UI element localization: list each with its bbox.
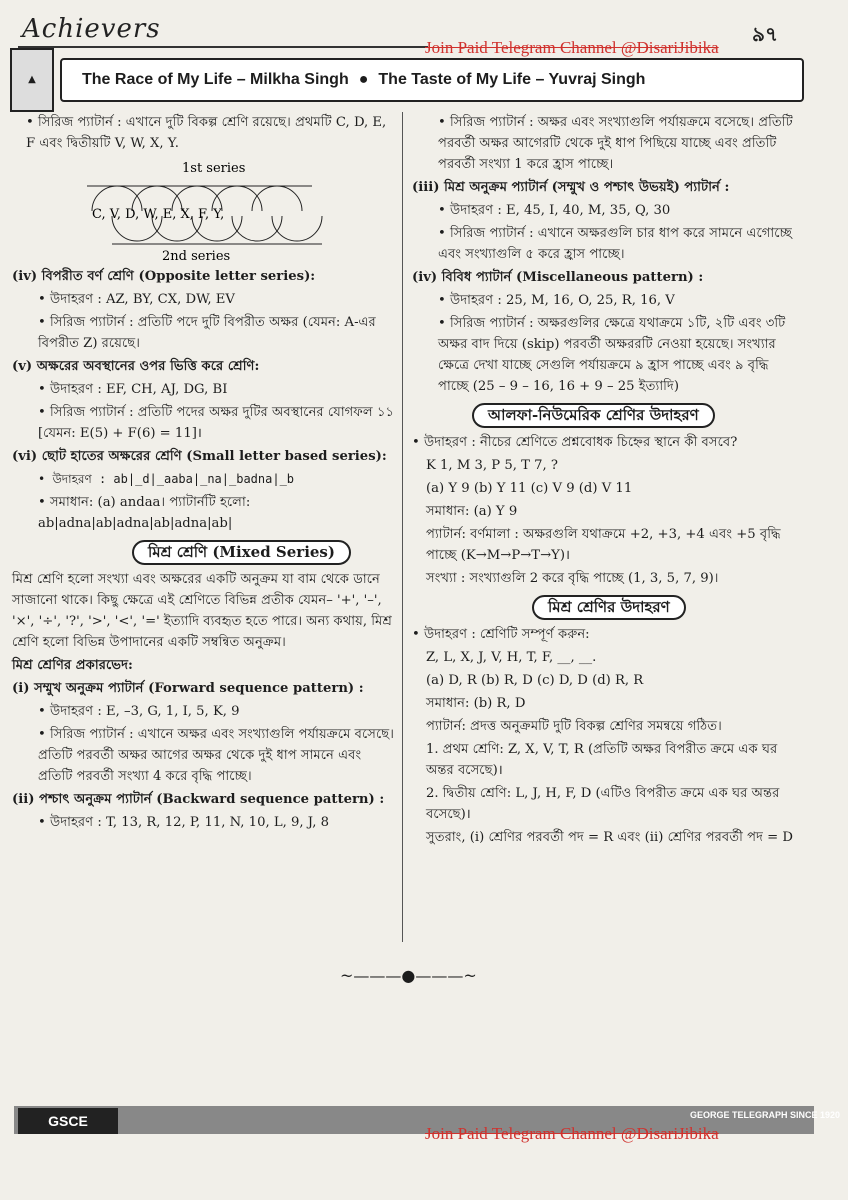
mixed-example-heading: মিশ্র শ্রেণির উদাহরণ [532,595,686,620]
text: • উদাহরণ : EF, CH, AJ, DG, BI [38,382,228,397]
series-diagram [72,156,332,266]
series-arcs [72,156,332,266]
publisher-logo: GSCE [18,1108,118,1134]
section-heading: (vi) ছোট হাতের অক্ষরের শ্রেণি (Small letter based series): [12,449,387,464]
section-heading: (iv) বিবিধ প্যাটার্ন (Miscellaneous pattern) : [412,270,704,285]
text: • উদাহরণ : E, 45, I, 40, M, 35, Q, 30 [438,203,671,218]
text: মিশ্র শ্রেণির প্রকারভেদ: [12,658,133,673]
series-top-label: 1st series [182,161,246,176]
text: সমাধান: (a) Y 9 [426,504,518,519]
banner-right: The Taste of My Life – Yuvraj Singh [378,71,646,88]
section-heading: (v) অক্ষরের অবস্থানের ওপর ভিত্তি করে শ্রেণি: [12,359,260,374]
options: (a) D, R (b) R, D (c) D, D (d) R, R [426,673,644,688]
text: • সিরিজ প্যাটার্ন : প্রতিটি পদে দুটি বিপরীত অক্ষর (যেমন: A-এর বিপরীত Z) রয়েছে। [38,315,376,351]
text: • সমাধান: (a) andaa। প্যাটার্নটি হলো: ab|adna|ab|adna|ab|adna|ab| [38,495,251,531]
text: • উদাহরণ : AZ, BY, CX, DW, EV [38,292,235,307]
text: সুতরাং, (i) শ্রেণির পরবর্তী পদ = R এবং (ii) শ্রেণির পরবর্তী পদ = D [426,830,793,845]
text: • সিরিজ প্যাটার্ন : এখানে অক্ষরগুলি চার ধাপ করে সামনে এগোচ্ছে এবং সংখ্যাগুলি ৫ করে হ্রাস পাচ্ছে। [438,226,793,262]
text: সংখ্যা : সংখ্যাগুলি 2 করে বৃদ্ধি পাচ্ছে (1, 3, 5, 7, 9)। [426,571,719,586]
text: প্যাটার্ন: প্রদত্ত অনুক্রমটি দুটি বিকল্প শ্রেণির সমন্বয়ে গঠিত। [426,719,722,734]
text: • উদাহরণ : T, 13, R, 12, P, 11, N, 10, L, 9, J, 8 [38,815,330,830]
telegram-link-top[interactable]: Join Paid Telegram Channel @DisariJibika [425,38,719,57]
runner-logo-icon: ▲ [10,48,54,112]
bullet-icon: ● [358,71,369,88]
section-heading: (ii) পশ্চাৎ অনুক্রম প্যাটার্ন (Backward sequence pattern) : [12,792,385,807]
text: • উদাহরণ : 25, M, 16, O, 25, R, 16, V [438,293,675,308]
section-heading: (iii) মিশ্র অনুক্রম প্যাটার্ন (সম্মুখ ও পশ্চাৎ উভয়ই) প্যাটার্ন : [412,180,730,195]
text: • সিরিজ প্যাটার্ন : প্রতিটি পদের অক্ষর দুটির অবস্থানের যোগফল ১১ [যেমন: E(5) + F(6) = 11]। [38,405,395,441]
text: • সিরিজ প্যাটার্ন : এখানে দুটি বিকল্প শ্রেণি রয়েছে। প্রথমটি C, D, E, F এবং দ্বিতীয়টি V, W, X, Y. [26,115,387,151]
column-divider [402,112,403,942]
mixed-series-heading: মিশ্র শ্রেণি (Mixed Series) [132,540,351,565]
banner-left: The Race of My Life – Milkha Singh [82,71,349,88]
series-letters: C, V, D, W, E, X, F, Y, [92,207,225,222]
text: Z, L, X, J, V, H, T, F, __, __. [426,650,597,665]
text: • সিরিজ প্যাটার্ন : এখানে অক্ষর এবং সংখ্যাগুলি পর্যায়ক্রমে বসেছে। প্রতিটি পরবর্তী অক্ষর আগের অক্ষর থেকে দুই ধাপ সামনে এবং প্রতিটি পরবর্তী সংখ্যা 4 করে বৃদ্ধি পাচ্ছে। [38,727,394,784]
footer-tagline: GEORGE TELEGRAPH SINCE 1920 [690,1110,841,1120]
text: প্যাটার্ন: বর্ণমালা : অক্ষরগুলি যথাক্রমে +2, +3, +4 এবং +5 বৃদ্ধি পাচ্ছে (K→M→P→T→Y)। [426,527,781,563]
text: • উদাহরণ : E, –3, G, 1, I, 5, K, 9 [38,704,240,719]
text: মিশ্র শ্রেণি হলো সংখ্যা এবং অক্ষরের একটি অনুক্রম যা বাম থেকে ডানে সাজানো থাকে। কিছু ক্ষেত্রে এই শ্রেণিতে বিভিন্ন প্রতীক যেমন– '+', '–', '×', '÷', '?', '>', '<', '=' ইত্যাদি ব্যবহৃত হতে পারে। অন্য কথায়, মিশ্র শ্রেণি হলো বিভিন্ন উপাদানের একটি সম্বন্বিত অনুক্রম। [12,572,392,650]
text: • সিরিজ প্যাটার্ন : অক্ষরগুলির ক্ষেত্রে যথাক্রমে ১টি, ২টি এবং ৩টি অক্ষর বাদ দিয়ে (skip) পরবর্তী অক্ষররটি নেওয়া হয়েছে। সংখ্যার ক্ষেত্রে দেখা যাচ্ছে সেগুলি পর্যায়ক্রমে ৯ হ্রাস পাচ্ছে এবং ৯ বৃদ্ধি পাচ্ছে (25 – 9 – 16, 16 + 9 – 25 ইত্যাদি) [438,316,786,394]
text: সমাধান: (b) R, D [426,696,526,711]
text: • উদাহরণ : ab|_d|_aaba|_na|_badna|_b [38,472,295,486]
options: (a) Y 9 (b) Y 11 (c) V 9 (d) V 11 [426,481,633,496]
telegram-link-bottom[interactable]: Join Paid Telegram Channel @DisariJibika [425,1124,719,1143]
chapter-banner [60,58,804,102]
text: • উদাহরণ : শ্রেণিটি সম্পূর্ণ করুন: [412,627,590,642]
section-heading: (iv) বিপরীত বর্ণ শ্রেণি (Opposite letter series): [12,269,316,284]
text: 1. প্রথম শ্রেণি: Z, X, V, T, R (প্রতিটি অক্ষর বিপরীত ক্রমে এক ঘর অন্তর বসেছে)। [426,742,778,778]
text: • সিরিজ প্যাটার্ন : অক্ষর এবং সংখ্যাগুলি পর্যায়ক্রমে বসেছে। প্রতিটি পরবর্তী অক্ষর আগেরটি থেকে দুই ধাপ পিছিয়ে যাচ্ছে এবং প্রতিটি পরবর্তী সংখ্যা 1 করে হ্রাস পাচ্ছে। [438,115,793,172]
text: 2. দ্বিতীয় শ্রেণি: L, J, H, F, D (এটিও বিপরীত ক্রমে এক ঘর অন্তর বসেছে)। [426,786,780,822]
alphanumeric-heading: আলফা-নিউমেরিক শ্রেণির উদাহরণ [472,403,715,428]
brand-title: Achievers [22,14,161,44]
right-column [412,112,794,850]
text: K 1, M 3, P 5, T 7, ? [426,458,558,473]
section-heading: (i) সম্মুখ অনুক্রম প্যাটার্ন (Forward sequence pattern) : [12,681,364,696]
text: • উদাহরণ : নীচের শ্রেণিতে প্রশ্নবোধক চিহ্নের স্থানে কী বসবে? [412,435,738,450]
series-bottom-label: 2nd series [162,249,231,264]
page-number: ৯৭ [752,22,778,46]
brand-underline [18,46,428,48]
ornament-divider: ~———●———~ [340,966,477,985]
left-column [12,112,397,835]
